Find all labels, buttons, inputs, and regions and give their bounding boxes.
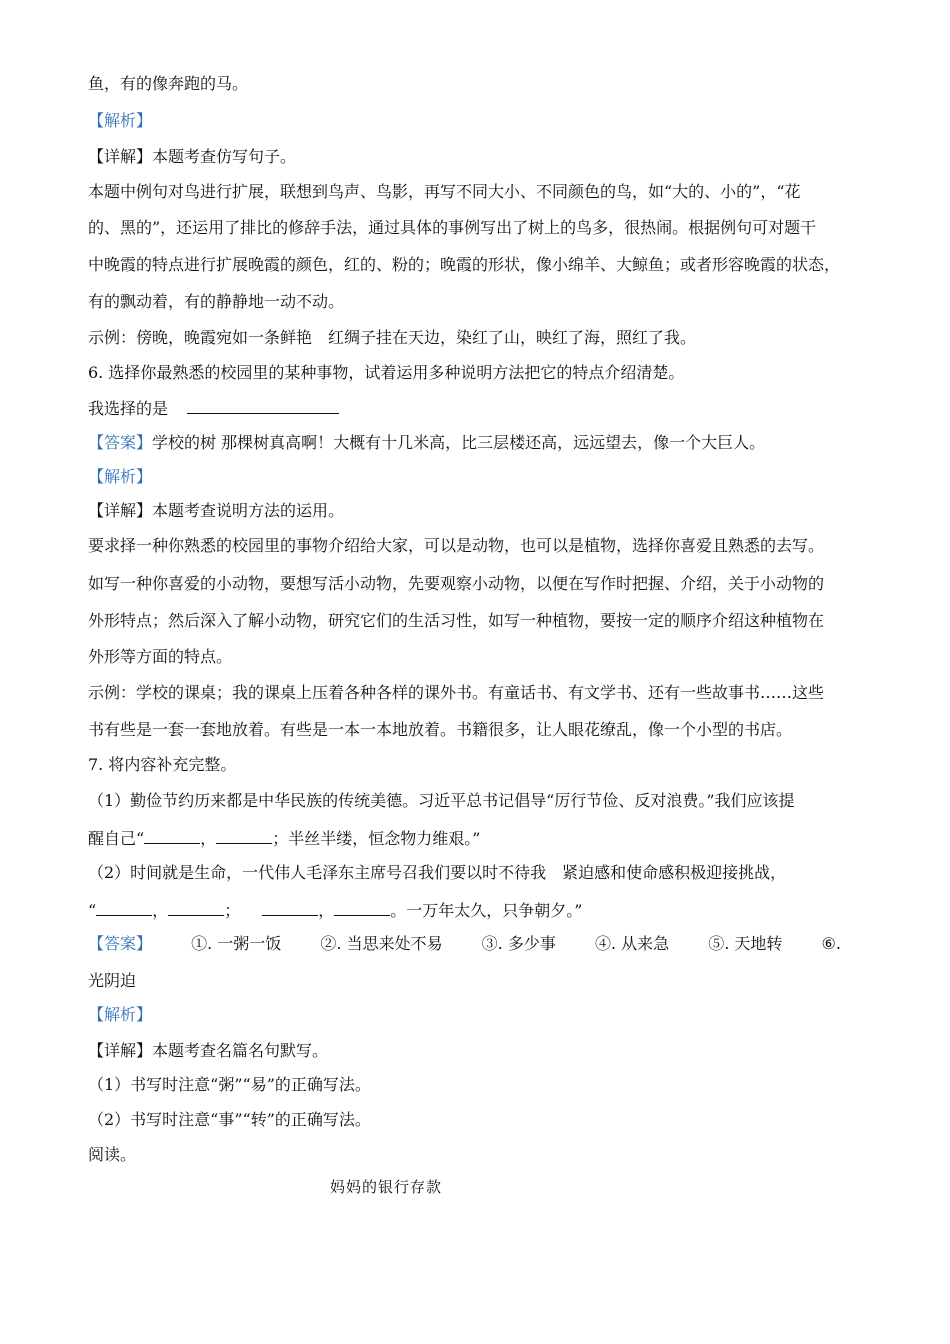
answer-item: ⑤. 天地转	[708, 934, 783, 953]
analysis-tag: 【解析】	[88, 111, 153, 130]
text-line: 【详解】本题考查仿写句子。	[88, 147, 297, 166]
fill-text: ，	[152, 901, 169, 920]
fill-blank	[168, 899, 224, 916]
text-line: 【详解】本题考查名篇名句默写。	[88, 1041, 329, 1060]
answer-item: ④. 从来急	[594, 934, 670, 953]
answer-line	[88, 933, 868, 955]
fill-blank	[96, 899, 152, 916]
question-6: 6. 选择你最熟悉的校园里的某种事物，试着运用多种说明方法把它的特点介绍清楚。	[88, 363, 685, 382]
text-line: 的、黑的”，还运用了排比的修辞手法，通过具体的事例写出了树上的鸟多，很热闹。根据例句可对题干	[88, 218, 817, 237]
fill-line	[88, 827, 480, 849]
analysis-tag: 【解析】	[88, 467, 153, 486]
text-line: 鱼，有的像奔跑的马。	[88, 74, 249, 93]
answer-item: ②. 当思来处不易	[320, 934, 443, 953]
text-line: 【详解】本题考查说明方法的运用。	[88, 501, 345, 520]
text-line: 如写一种你喜爱的小动物，要想写活小动物，先要观察小动物，以便在写作时把握、介绍，关于小动物的	[88, 574, 825, 593]
text-line: 示例：傍晚，晚霞宛如一条鲜艳 红绸子挂在天边，染红了山，映红了海，照红了我。	[88, 328, 697, 347]
text-line: 中晚霞的特点进行扩展晚霞的颜色，红的、粉的；晚霞的形状，像小绵羊、大鲸鱼；或者形容晚霞的状态，	[88, 255, 841, 274]
fill-blank	[216, 827, 272, 844]
text-line	[88, 397, 339, 419]
text-line: 外形特点；然后深入了解小动物，研究它们的生活习性，如写一种植物，要按一定的顺序介绍这种植物在	[88, 611, 825, 630]
text-line: 外形等方面的特点。	[88, 647, 233, 666]
answer-line	[88, 432, 765, 454]
fill-blank	[262, 899, 318, 916]
fill-text: ；半丝半缕，恒念物力维艰。”	[272, 829, 481, 848]
fill-text: 。一万年太久，只争朝夕。”	[390, 901, 583, 920]
answer-text: 学校的树 那棵树真高啊！大概有十几米高，比三层楼还高，远远望去，像一个大巨人。	[152, 433, 766, 452]
answer-item: ①. 一粥一饭	[191, 934, 282, 953]
answer-item: ⑥.	[821, 934, 841, 953]
fill-line	[88, 899, 582, 921]
text-line: （2）时间就是生命，一代伟人毛泽东主席号召我们要以时不待我 紧迫感和使命感积极迎接挑战，	[88, 863, 787, 882]
passage-title: 妈妈的银行存款	[330, 1178, 443, 1196]
text-line: 示例：学校的课桌；我的课桌上压着各种各样的课外书。有童话书、有文学书、还有一些故事书……这些	[88, 683, 825, 702]
fill-text: ；	[224, 901, 241, 920]
fill-text: 醒自己“	[88, 829, 145, 848]
fill-blank	[144, 827, 200, 844]
analysis-tag: 【解析】	[88, 1005, 153, 1024]
fill-text: ，	[200, 829, 217, 848]
text-line: 本题中例句对鸟进行扩展，联想到鸟声、鸟影，再写不同大小、不同颜色的鸟，如“大的、小的”，“花	[88, 182, 801, 201]
text-line: （1）书写时注意“粥”“易”的正确写法。	[88, 1075, 371, 1094]
fill-blank	[334, 899, 390, 916]
answer-item: ③. 多少事	[481, 934, 556, 953]
text-line: 书有些是一套一套地放着。有些是一本一本地放着。书籍很多，让人眼花缭乱，像一个小型的书店。	[88, 720, 793, 739]
text-line: 光阴迫	[88, 971, 137, 990]
text-line: 要求择一种你熟悉的校园里的事物介绍给大家，可以是动物，也可以是植物，选择你喜爱且熟悉的去写。	[88, 536, 825, 555]
text-line: 有的飘动着，有的静静地一动不动。	[88, 292, 345, 311]
fill-text: ，	[318, 901, 335, 920]
answer-tag: 【答案】	[88, 433, 153, 452]
fill-text: “	[88, 901, 97, 920]
answer-tag: 【答案】	[88, 934, 153, 953]
text-line: 阅读。	[88, 1145, 137, 1164]
answer-blank	[187, 397, 339, 414]
question-7: 7. 将内容补充完整。	[88, 755, 237, 774]
text-line: （2）书写时注意“事”“转”的正确写法。	[88, 1110, 371, 1129]
text-line: （1）勤俭节约历来都是中华民族的传统美德。习近平总书记倡导“厉行节俭、反对浪费。”我们应该提	[88, 791, 795, 810]
choice-prompt: 我选择的是	[88, 399, 169, 418]
